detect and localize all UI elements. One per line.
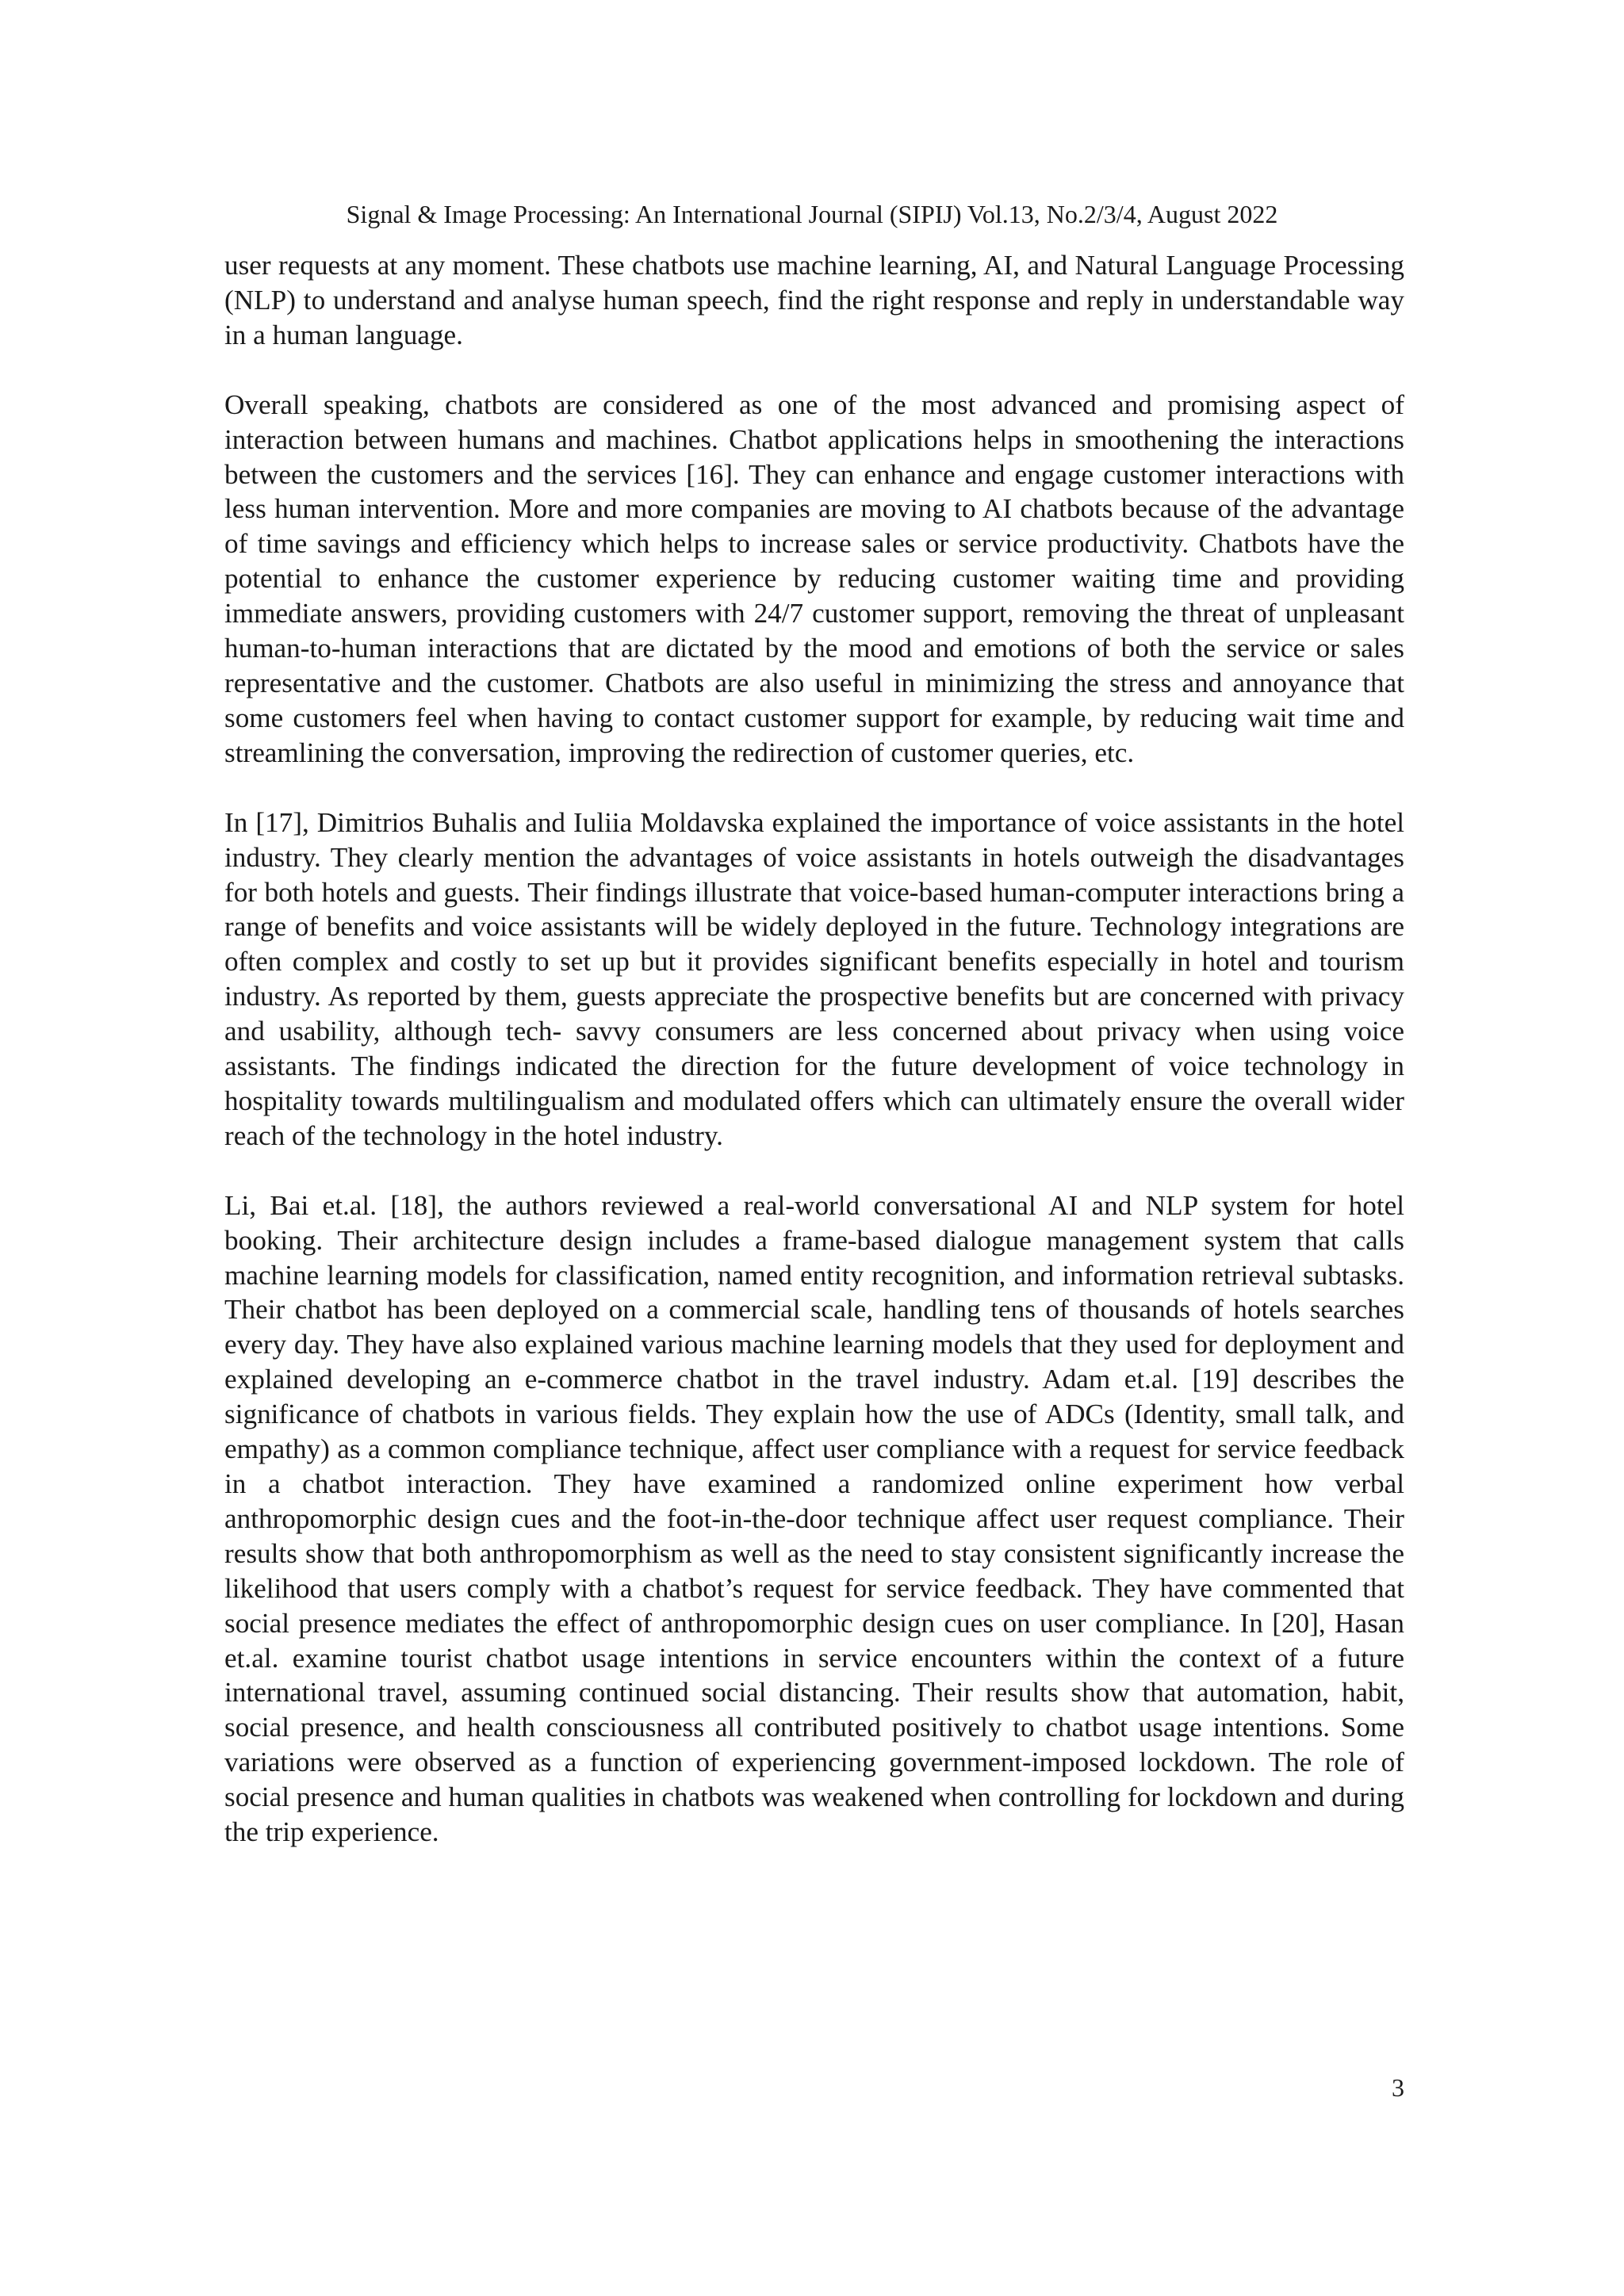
- paragraph-overall-chatbots: Overall speaking, chatbots are considered as one of the most advanced and promising aspect of interaction between humans and machines. Chatbot applications helps in smoothening the interactions between the customers and the services [16]. They can enhance and engage customer interactions with less human intervention. More and more companies are moving to AI chatbots because of the advantage of time savings and efficiency which helps to increase sales or service productivity. Chatbots have the potential to enhance the customer experience by reducing customer waiting time and providing immediate answers, providing customers with 24/7 customer support, removing the threat of unpleasant human-to-human interactions that are dictated by the mood and emotions of both the service or sales representative and the customer. Chatbots are also useful in minimizing the stress and annoyance that some customers feel when having to contact customer support for example, by reducing wait time and streamlining the conversation, improving the redirection of customer queries, etc.: [224, 388, 1404, 768]
- paragraph-voice-assistants-hotel: In [17], Dimitrios Buhalis and Iuliia Moldavska explained the importance of voice assistants in the hotel industry. They clearly mention the advantages of voice assistants in hotels outweigh the disadvantages for both hotels and guests. Their findings illustrate that voice-based human-computer interactions bring a range of benefits and voice assistants will be widely deployed in the future. Technology integrations are often complex and costly to set up but it provides significant benefits especially in hotel and tourism industry. As reported by them, guests appreciate the prospective benefits but are concerned with privacy and usability, although tech- savvy consumers are less concerned about privacy when using voice assistants. The findings indicated the direction for the future development of voice technology in hospitality towards multilingualism and modulated offers which can ultimately ensure the overall wider reach of the technology in the hotel industry.: [224, 806, 1404, 1151]
- paragraph-chatbot-intro: user requests at any moment. These chatbots use machine learning, AI, and Natural Language Processing (NLP) to understand and analyse human speech, find the right response and reply in understandable way in a human language.: [224, 250, 1404, 350]
- page-number: 3: [1392, 2073, 1404, 2102]
- running-head: Signal & Image Processing: An International Journal (SIPIJ) Vol.13, No.2/3/4, August 2022: [346, 200, 1278, 228]
- paragraph-hotel-booking-chatbot: Li, Bai et.al. [18], the authors reviewed a real-world conversational AI and NLP system for hotel booking. Their architecture design includes a frame-based dialogue management system that calls machine learning models for classification, named entity recognition, and information retrieval subtasks. Their chatbot has been deployed on a commercial scale, handling tens of thousands of hotels searches every day. They have also explained various machine learning models that they used for deployment and explained developing an e-commerce chatbot in the travel industry. Adam et.al. [19] describes the significance of chatbots in various fields. They explain how the use of ADCs (Identity, small talk, and empathy) as a common compliance technique, affect user compliance with a request for service feedback in a chatbot interaction. They have examined a randomized online experiment how verbal anthropomorphic design cues and the foot-in-the-door technique affect user request compliance. Their results show that both anthropomorphism as well as the need to stay consistent significantly increase the likelihood that users comply with a chatbot’s request for service feedback. They have commented that social presence mediates the effect of anthropomorphic design cues on user compliance. In [20], Hasan et.al. examine tourist chatbot usage intentions in service encounters within the context of a future international travel, assuming continued social distancing. Their results show that automation, habit, social presence, and health consciousness all contributed positively to chatbot usage intentions. Some variations were observed as a function of experiencing government-imposed lockdown. The role of social presence and human qualities in chatbots was weakened when controlling for lockdown and during the trip experience.: [224, 1189, 1404, 1848]
- article-body: [224, 248, 1404, 1885]
